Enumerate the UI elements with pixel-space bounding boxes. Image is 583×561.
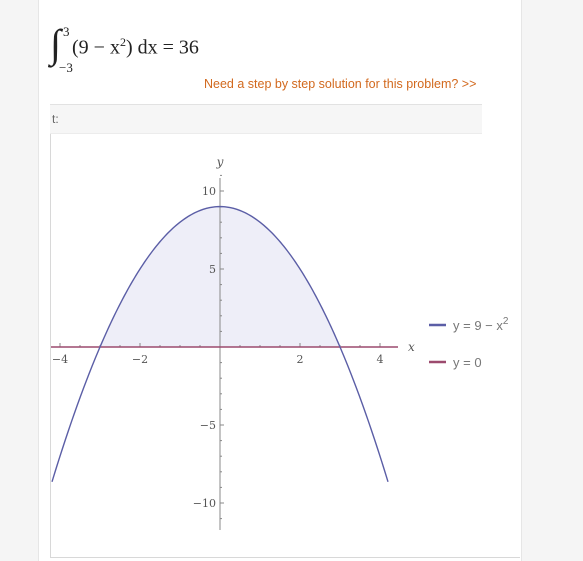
x-tick-label: 2: [296, 353, 304, 366]
y-axis-label: y: [216, 155, 224, 169]
legend-label-y0: y = 0: [453, 355, 482, 370]
y-tick-label: 10: [202, 185, 216, 198]
step-by-step-link[interactable]: Need a step by step solution for this problem? >>: [204, 77, 477, 91]
x-tick-label: 4: [376, 353, 384, 366]
y-tick-label: −5: [199, 419, 216, 432]
integral-sign: ∫: [50, 21, 61, 66]
y-tick-label: −10: [192, 497, 216, 510]
x-axis-label: x: [408, 340, 415, 354]
integrand-exponent: 2: [119, 35, 126, 49]
integral-value: ) dx = 36: [125, 36, 199, 59]
integrand: (9 − x: [72, 36, 120, 59]
y-tick-label: 5: [209, 263, 216, 276]
legend-label-parabola: $y = 9 - x^2$: [453, 316, 509, 333]
section-label: t:: [52, 112, 59, 126]
x-tick-label: −2: [131, 353, 149, 366]
lower-limit: −3: [59, 60, 73, 75]
upper-limit: 3: [63, 24, 70, 39]
x-tick-label: −4: [51, 353, 69, 366]
legend-exponent: 2: [502, 316, 509, 327]
